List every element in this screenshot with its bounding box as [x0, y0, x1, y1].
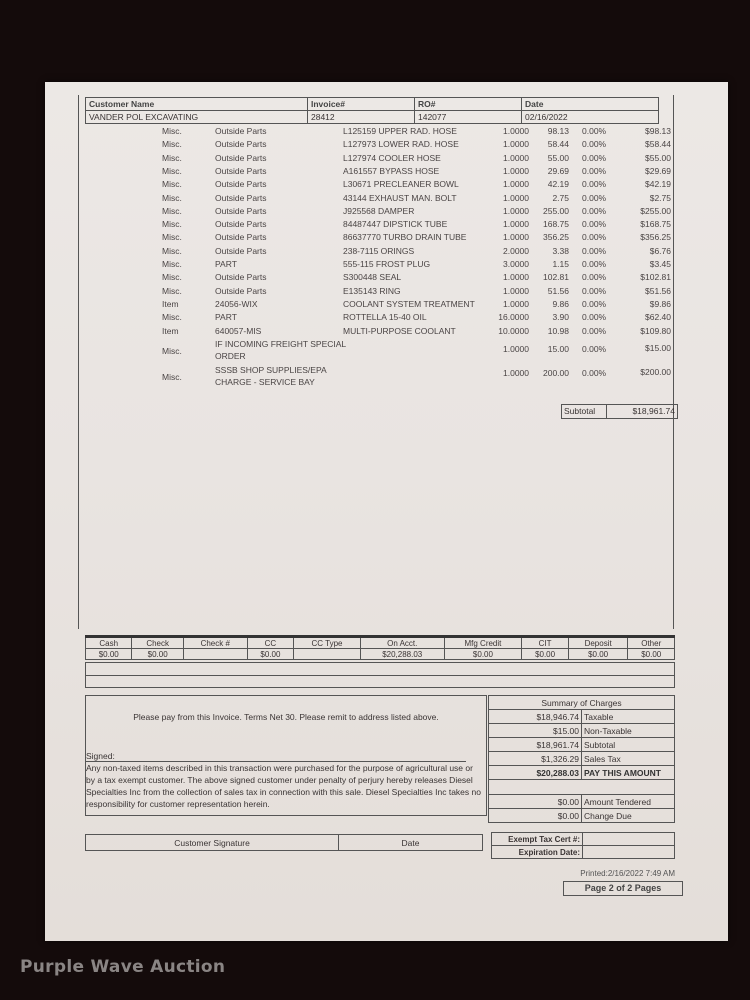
- expiration-date-label: Expiration Date:: [492, 846, 583, 859]
- payment-check-number: [183, 649, 247, 660]
- exempt-tax-cert-label: Exempt Tax Cert #:: [492, 833, 583, 846]
- expiration-date-field[interactable]: [583, 846, 675, 859]
- subtotal-label: Subtotal: [562, 405, 607, 418]
- customer-name-label: Customer Name: [86, 98, 308, 111]
- page-indicator: Page 2 of 2 Pages: [563, 881, 683, 896]
- payment-other: $0.00: [628, 649, 675, 660]
- payment-blank-row: [85, 675, 675, 688]
- payment-header-mfg-credit: Mfg Credit: [444, 637, 522, 649]
- payment-mfg-credit: $0.00: [444, 649, 522, 660]
- payment-header-cash: Cash: [86, 637, 132, 649]
- payment-header-other: Other: [628, 637, 675, 649]
- signed-line: [86, 751, 466, 762]
- payment-cc: $0.00: [247, 649, 293, 660]
- terms-box: [85, 695, 487, 816]
- non-taxable-label: Non-Taxable: [582, 724, 675, 738]
- summary-title: Summary of Charges: [489, 696, 675, 710]
- date-label: Date: [522, 98, 659, 111]
- customer-signature-field[interactable]: Customer Signature: [86, 835, 339, 851]
- sales-tax-value: $1,326.29: [489, 752, 582, 766]
- payment-header-cit: CIT: [522, 637, 568, 649]
- pay-note: Please pay from this Invoice. Terms Net 30. Please remit to address listed above.: [133, 712, 439, 722]
- subtotal-value: $18,961.74: [632, 406, 675, 416]
- pay-amount-value: $20,288.03: [489, 766, 582, 780]
- amount-tendered-value: $0.00: [489, 795, 582, 809]
- summary-blank-row: [489, 780, 675, 795]
- payment-check: $0.00: [132, 649, 183, 660]
- taxable-value: $18,946.74: [489, 710, 582, 724]
- ro-label: RO#: [415, 98, 522, 111]
- payment-header-cc-type: CC Type: [294, 637, 361, 649]
- line-item: Misc. IF INCOMING FREIGHT SPECIAL ORDER 1.0000 15.00 0.00% $15.00: [162, 338, 671, 361]
- payment-cash: $0.00: [86, 649, 132, 660]
- signature-row: [85, 834, 483, 851]
- payment-header-deposit: Deposit: [568, 637, 628, 649]
- summary-of-charges: [488, 695, 675, 823]
- sales-tax-label: Sales Tax: [582, 752, 675, 766]
- exempt-cert-table: [491, 832, 675, 859]
- exempt-tax-cert-field[interactable]: [583, 833, 675, 846]
- signed-label: Signed:: [86, 751, 115, 761]
- invoice-number: 28412: [308, 111, 415, 124]
- line-item: Misc. SSSB SHOP SUPPLIES/EPA CHARGE - SERVICE BAY 1.0000 200.00 0.00% $200.00: [162, 365, 671, 387]
- ro-number: 142077: [415, 111, 522, 124]
- watermark-logo: Purple Wave Auction: [20, 957, 226, 977]
- invoice-page: Customer Name Invoice# RO# Date VANDER POL EXCAVATING 28412 142077 02/16/2022 Misc. Outside Parts L125159 UPPER RAD. HOSE 1.0000 98.13 0.00% $98.13 Misc. Outside Parts L127973 LOWER RAD. HOSE 1.0000 58.44 0.00% $58.44 Misc. Outside Parts L127974 COOLER HOSE 1.0000 55.00 0.00% $55.00 Misc. Outside Parts A161557 BYPASS HOSE 1.0000 29.69 0.00% $29.69 Misc. Outside Parts L30671 PRECLEANER BOWL 1.0000 42.19 0.00% $42.19 Misc. Outside Parts 43144 EXHAUST MAN. BOLT 1.0000 2.75 0.00% $2.75 Misc. Outside Parts J925568 DAMPER 1.0000 255.00 0.00% $255.00 Misc. Outside Parts 84487447 DIPSTICK TUBE 1.0000 168.75 0.00% $168.75 Misc. Outside Parts 86637770 TURBO DRAIN TUBE 1.0000 356.25 0.00% $356.25 Misc. Outside Parts 238-7115 ORINGS 2.0000 3.38 0.00% $6.76 Misc. PART 555-115 FROST PLUG 3.0000 1.15 0.00% $3.45 Misc. Outside Parts S300448 SEAL 1.0000 102.81 0.00% $102.81 Misc. Outside Parts E135143 RING 1.0000 51.56 0.00% $51.56 Item 24056-WIX COOLANT SYSTEM TREATMENT 1.0000 9.86 0.00% $9.86 Misc. PART ROTTELLA 15-40 OIL 16.0000 3.90 0.00% $62.40 Item 640057-MIS MULTI-PURPOSE COOLANT 10.0000 10.98 0.00% $109.80 Misc. IF INCOMING FREIGHT SPECIAL ORDER 1.0000 15.00 0.00% $15.00 Misc. SSSB SHOP SUPPLIES/EPA CHARGE - SERVICE BAY 1.0000 200.00 0.00% $200.00 Subtotal $18,961.74 Cash Check Check # CC CC Type On Acct. Mfg Credit CIT Deposit Other $0.00 $0.00 $0.00 $20,288.03 $0.00 $0.00 $0.00 $0.00 Please pay from this Invoice. Terms Net 30. Please remit to address listed above. Signed: Any non-taxed items described in this transaction were purchased for the purpose of agricultural use or by a tax exempt customer. The above signed customer under penalty of perjury hereby releases Diesel Specialties Inc from the collection of sales tax in connection with this sale. Diesel Specialties Inc takes no responsibility for customer representation herein. Summary of Charges $18,946.74 Taxable $15.00 Non-Taxable $18,961.74 Subtotal $1,326.29 Sales Tax $20,288.03 PAY THIS AMOUNT $0.00 Amount Tendered $0.00 Change Due Customer Signature Date Exempt Tax Cert #: Expiration Date: Printed:2/16/2022 7:49 AM Page 2 of 2 Pages: [45, 82, 728, 941]
- non-taxable-value: $15.00: [489, 724, 582, 738]
- payment-blank-row: [85, 662, 675, 676]
- summary-subtotal-value: $18,961.74: [489, 738, 582, 752]
- summary-subtotal-label: Subtotal: [582, 738, 675, 752]
- invoice-date: 02/16/2022: [522, 111, 659, 124]
- payment-header-check-number: Check #: [183, 637, 247, 649]
- signature-date-field[interactable]: Date: [339, 835, 483, 851]
- payment-cit: $0.00: [522, 649, 568, 660]
- subtotal-box: [561, 404, 678, 419]
- payment-table: [85, 635, 675, 660]
- customer-name: VANDER POL EXCAVATING: [86, 111, 308, 124]
- taxable-label: Taxable: [582, 710, 675, 724]
- payment-deposit: $0.00: [568, 649, 628, 660]
- tax-disclaimer: Any non-taxed items described in this transaction were purchased for the purpose of agricultural use or by a tax exempt customer. The above signed customer under penalty of perjury hereby releases Diesel Specialties Inc from the collection of sales tax in connection with this sale. Diesel Specialties Inc takes no responsibility for customer representation herein.: [86, 763, 481, 809]
- amount-tendered-label: Amount Tendered: [582, 795, 675, 809]
- payment-header-cc: CC: [247, 637, 293, 649]
- invoice-label: Invoice#: [308, 98, 415, 111]
- payment-header-on-account: On Acct.: [360, 637, 444, 649]
- printed-timestamp: Printed:2/16/2022 7:49 AM: [580, 869, 675, 878]
- payment-on-account: $20,288.03: [360, 649, 444, 660]
- change-due-value: $0.00: [489, 809, 582, 823]
- payment-header-check: Check: [132, 637, 183, 649]
- change-due-label: Change Due: [582, 809, 675, 823]
- payment-cc-type: [294, 649, 361, 660]
- pay-amount-label: PAY THIS AMOUNT: [582, 766, 675, 780]
- invoice-header-table: [85, 97, 659, 124]
